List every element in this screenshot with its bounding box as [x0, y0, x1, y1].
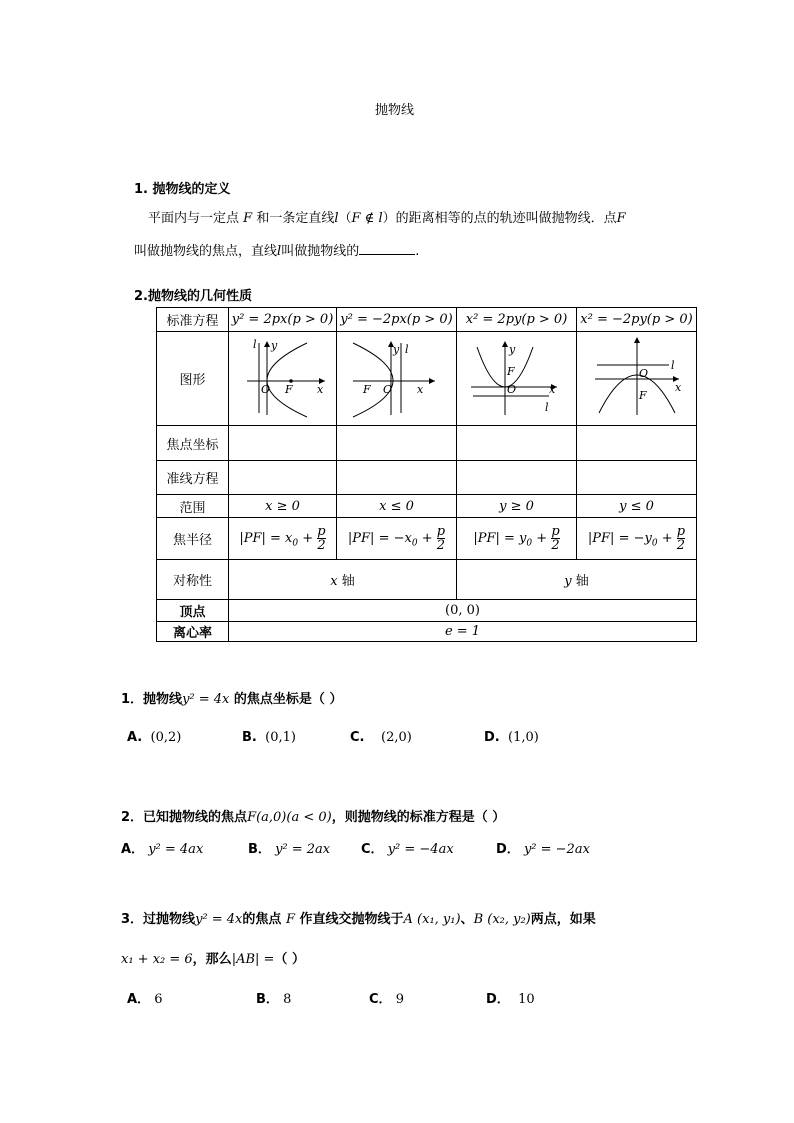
fig-label-y: y: [508, 342, 515, 356]
parabola-down-figure: [587, 335, 687, 419]
equation-cell: x² = 2py(p > 0): [457, 308, 577, 332]
fig-label-x: x: [416, 382, 423, 396]
range-cell: y ≤ 0: [577, 495, 697, 518]
figure-cell: [337, 332, 457, 426]
q2-option-c[interactable]: C． y² = −4ax: [361, 842, 454, 857]
section-1-heading: 1. 抛物线的定义: [134, 182, 231, 197]
empty-cell: [229, 461, 337, 495]
empty-cell: [577, 426, 697, 461]
fig-label-x: x: [316, 382, 323, 396]
vertex-cell: (0, 0): [229, 600, 697, 622]
equation-cell: y² = −2px(p > 0): [337, 308, 457, 332]
row-label: 离心率: [157, 622, 229, 642]
def-text: .: [415, 244, 420, 259]
q2-option-b[interactable]: B． y² = 2ax: [248, 842, 331, 857]
fig-label-l: l: [252, 337, 257, 351]
q3-option-b[interactable]: B． 8: [256, 992, 292, 1007]
q2-condition: F(a,0)(a < 0): [247, 810, 332, 825]
def-var-F: F: [243, 211, 253, 226]
fig-label-l: l: [544, 400, 549, 414]
fig-label-O: O: [260, 382, 270, 396]
row-label: 标准方程: [157, 308, 229, 332]
empty-cell: [229, 426, 337, 461]
def-var-l: l: [334, 211, 339, 226]
empty-cell: [457, 461, 577, 495]
figure-cell: [457, 332, 577, 426]
symmetry-y-cell: y 轴: [457, 560, 697, 600]
focal-radius-cell: $|PF| = -x_0$ + $\frac{p}{2}$: [337, 518, 457, 560]
definition-line-1: [148, 207, 626, 226]
def-text: 和一条定直线: [256, 211, 335, 226]
row-label: 焦半径: [157, 518, 229, 560]
q1-option-a[interactable]: A. (0,2): [127, 730, 182, 745]
question-3-line-2: x₁ + x₂ = 6，那么|AB| =（ ）: [121, 952, 305, 967]
fig-label-O: O: [382, 382, 392, 396]
fig-label-F: F: [638, 388, 647, 402]
def-condition: F ∉ l: [351, 211, 383, 226]
row-label: 对称性: [157, 560, 229, 600]
fig-label-x: x: [674, 380, 681, 394]
q3-option-c[interactable]: C． 9: [369, 992, 404, 1007]
q1-equation: y² = 4x: [182, 692, 230, 707]
range-cell: x ≤ 0: [337, 495, 457, 518]
symmetry-x-cell: x 轴: [229, 560, 457, 600]
empty-cell: [337, 426, 457, 461]
empty-cell: [577, 461, 697, 495]
parabola-right-figure: [233, 335, 333, 419]
parabola-up-figure: [467, 335, 567, 419]
q1-option-c[interactable]: C. (2,0): [350, 730, 412, 745]
q1-option-d[interactable]: D. (1,0): [484, 730, 539, 745]
q2-option-a[interactable]: A． y² = 4ax: [121, 842, 204, 857]
section-2-heading: 2.抛物线的几何性质: [134, 289, 252, 304]
focal-radius-cell: $|PF| = -y_0$ + $\frac{p}{2}$: [577, 518, 697, 560]
fig-label-y: y: [392, 342, 399, 356]
row-label: 焦点坐标: [157, 426, 229, 461]
fig-label-O: O: [638, 366, 648, 380]
range-cell: y ≥ 0: [457, 495, 577, 518]
empty-cell: [457, 426, 577, 461]
fig-label-l: l: [404, 342, 409, 356]
fig-label-l: l: [670, 358, 675, 372]
focal-radius-cell: $|PF| = y_0$ + $\frac{p}{2}$: [457, 518, 577, 560]
q3-option-d[interactable]: D． 10: [486, 992, 535, 1007]
def-text: 平面内与一定点: [148, 211, 240, 226]
def-text: 叫做抛物线的: [281, 244, 360, 259]
parabola-left-figure: [347, 335, 447, 419]
equation-cell: x² = −2py(p > 0): [577, 308, 697, 332]
fig-label-F: F: [362, 382, 371, 396]
definition-line-2: [134, 240, 419, 259]
def-text: ）的距离相等的点的轨迹叫做抛物线．点: [382, 211, 617, 226]
fig-label-y: y: [270, 338, 277, 352]
fig-label-F: F: [506, 364, 515, 378]
q1-option-b[interactable]: B. (0,1): [242, 730, 296, 745]
q3-option-a[interactable]: A． 6: [127, 992, 163, 1007]
q2-option-d[interactable]: D． y² = −2ax: [496, 842, 590, 857]
range-cell: x ≥ 0: [229, 495, 337, 518]
empty-cell: [337, 461, 457, 495]
question-1: 1．抛物线y² = 4x 的焦点坐标是（ ）: [121, 692, 343, 707]
def-text: 叫做抛物线的焦点，直线: [134, 244, 278, 259]
row-label: 图形: [157, 332, 229, 426]
question-2: 2．已知抛物线的焦点F(a,0)(a < 0)，则抛物线的标准方程是（ ）: [121, 810, 506, 825]
fig-label-x: x: [548, 382, 555, 396]
focal-radius-cell: $|PF| = x_0$ + $\frac{p}{2}$: [229, 518, 337, 560]
def-var-l: l: [277, 244, 282, 259]
question-3: 3．过抛物线y² = 4x的焦点 F 作直线交抛物线于A (x₁, y₁)、B (x₂, y₂)两点，如果: [121, 912, 596, 927]
page-title: 抛物线: [375, 103, 415, 118]
figure-cell: [229, 332, 337, 426]
eccentricity-cell: e = 1: [229, 622, 697, 642]
fig-label-F: F: [284, 382, 293, 396]
blank-line: [359, 242, 415, 255]
equation-cell: y² = 2px(p > 0): [229, 308, 337, 332]
row-label: 范围: [157, 495, 229, 518]
def-text: （: [338, 211, 352, 226]
properties-table: [156, 307, 697, 642]
row-label: 准线方程: [157, 461, 229, 495]
figure-cell: [577, 332, 697, 426]
fig-label-O: O: [506, 382, 516, 396]
def-var-F: F: [616, 211, 626, 226]
row-label: 顶点: [157, 600, 229, 622]
